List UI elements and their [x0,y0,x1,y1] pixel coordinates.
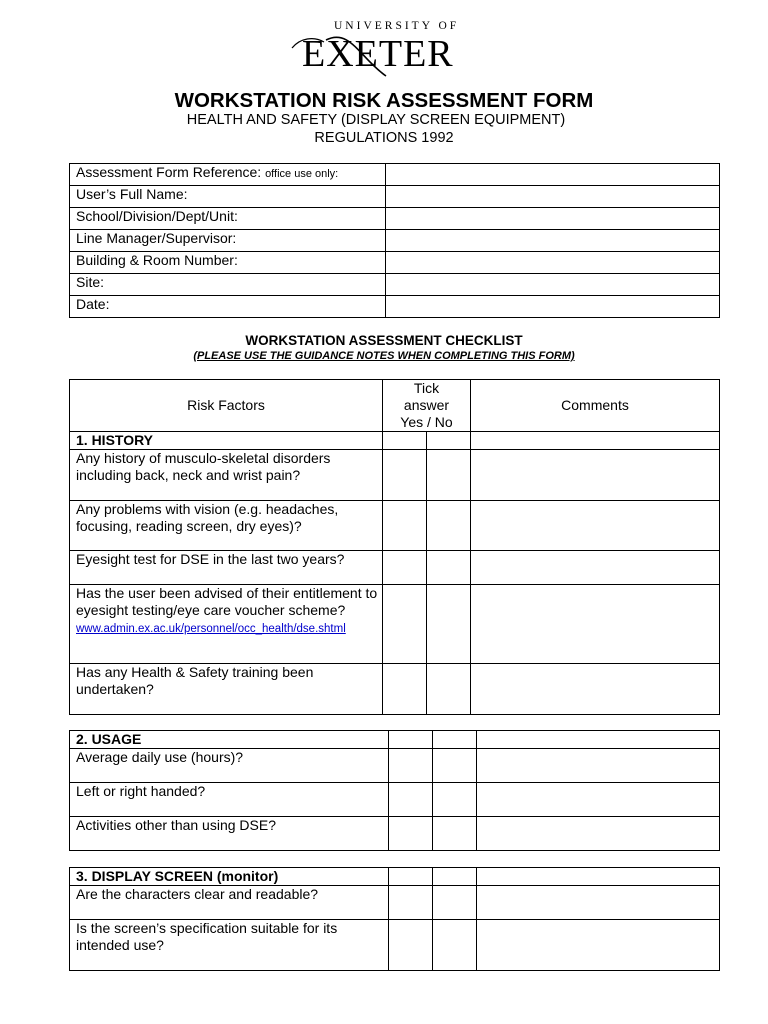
table-row [70,208,720,230]
table-row [70,274,720,296]
table-row [70,380,720,432]
yes-cell [389,868,433,886]
table-row [70,731,720,749]
table-row [70,886,720,920]
school-input[interactable] [386,208,720,230]
yes-checkbox[interactable] [383,585,427,664]
usage-q3: Activities other than using DSE? [70,817,389,851]
no-checkbox[interactable] [433,783,477,817]
table-row [70,664,720,715]
history-q1: Any history of musculo-skeletal disorders including back, neck and wrist pain? [70,450,383,501]
date-input[interactable] [386,296,720,318]
no-checkbox[interactable] [433,886,477,920]
no-checkbox[interactable] [427,450,471,501]
checklist-note: (PLEASE USE THE GUIDANCE NOTES WHEN COMPLETING THIS FORM) [193,350,575,362]
no-checkbox[interactable] [427,551,471,585]
yes-checkbox[interactable] [389,749,433,783]
yes-checkbox[interactable] [389,817,433,851]
section-display-title: 3. DISPLAY SCREEN (monitor) [70,868,389,886]
yes-checkbox[interactable] [383,551,427,585]
comment-cell [477,731,720,749]
comment-field[interactable] [471,501,720,551]
table-row [70,920,720,971]
table-row [70,296,720,318]
usage-table [69,730,720,851]
table-row [70,252,720,274]
comment-field[interactable] [471,450,720,501]
risk-factors-header: Risk Factors [70,380,383,432]
history-q4-cell [70,585,383,664]
table-row [70,551,720,585]
table-row [70,164,720,186]
table-row [70,749,720,783]
history-q5: Has any Health & Safety training been undertaken? [70,664,383,715]
no-cell [433,868,477,886]
display-table [69,867,720,971]
building-label: Building & Room Number: [70,252,386,274]
no-cell [433,731,477,749]
school-label: School/Division/Dept/Unit: [70,208,386,230]
usage-q1: Average daily use (hours)? [70,749,389,783]
history-q2: Any problems with vision (e.g. headaches, focusing, reading screen, dry eyes)? [70,501,383,551]
ref-note: office use only: [265,168,339,180]
comment-field[interactable] [471,585,720,664]
history-q4: Has the user been advised of their entitlement to eyesight testing/eye care voucher scheme? [76,585,378,618]
table-row [70,783,720,817]
section-usage-title: 2. USAGE [70,731,389,749]
comment-cell [471,432,720,450]
yes-checkbox[interactable] [383,501,427,551]
comment-field[interactable] [477,886,720,920]
table-row [70,432,720,450]
table-row [70,585,720,664]
table-row [70,186,720,208]
comments-header: Comments [471,380,720,432]
yes-checkbox[interactable] [389,886,433,920]
usage-q2: Left or right handed? [70,783,389,817]
logo-exeter: EXETER [302,33,454,75]
no-cell [427,432,471,450]
tick-header-line-3: Yes / No [400,414,453,430]
tick-header-line-1: Tick [413,380,440,396]
history-table [69,379,720,715]
checklist-title: WORKSTATION ASSESSMENT CHECKLIST [245,333,523,348]
table-row [70,817,720,851]
section-history-title: 1. HISTORY [70,432,383,450]
comment-cell [477,868,720,886]
yes-checkbox[interactable] [383,450,427,501]
display-q1: Are the characters clear and readable? [70,886,389,920]
no-checkbox[interactable] [427,664,471,715]
ref-label: Assessment Form Reference: [76,164,262,180]
comment-field[interactable] [477,749,720,783]
table-row [70,501,720,551]
tick-answer-header [383,380,471,432]
site-label: Site: [70,274,386,296]
site-input[interactable] [386,274,720,296]
no-checkbox[interactable] [427,585,471,664]
no-checkbox[interactable] [427,501,471,551]
no-checkbox[interactable] [433,920,477,971]
details-table [69,163,720,318]
display-q2: Is the screen’s specification suitable for its intended use? [70,920,389,971]
university-logo [290,18,480,82]
date-label: Date: [70,296,386,318]
name-input[interactable] [386,186,720,208]
logo-university-of: UNIVERSITY OF [334,20,460,32]
yes-checkbox[interactable] [383,664,427,715]
comment-field[interactable] [477,817,720,851]
dse-link[interactable]: www.admin.ex.ac.uk/personnel/occ_health/dse.shtml [76,623,346,635]
comment-field[interactable] [477,783,720,817]
table-row [70,230,720,252]
ref-label-cell [70,164,386,186]
ref-input[interactable] [386,164,720,186]
form-subtitle-2: REGULATIONS 1992 [314,130,454,146]
manager-label: Line Manager/Supervisor: [70,230,386,252]
table-row [70,450,720,501]
table-row [70,868,720,886]
comment-field[interactable] [471,551,720,585]
comment-field[interactable] [471,664,720,715]
yes-cell [383,432,427,450]
manager-input[interactable] [386,230,720,252]
no-checkbox[interactable] [433,749,477,783]
yes-checkbox[interactable] [389,783,433,817]
building-input[interactable] [386,252,720,274]
form-title: WORKSTATION RISK ASSESSMENT FORM [174,89,594,112]
no-checkbox[interactable] [433,817,477,851]
comment-field[interactable] [477,920,720,971]
tick-header-line-2: answer [403,397,450,413]
yes-cell [389,731,433,749]
history-q3: Eyesight test for DSE in the last two years? [70,551,383,585]
form-subtitle-1: HEALTH AND SAFETY (DISPLAY SCREEN EQUIPMENT) [186,112,566,128]
name-label: User’s Full Name: [70,186,386,208]
yes-checkbox[interactable] [389,920,433,971]
